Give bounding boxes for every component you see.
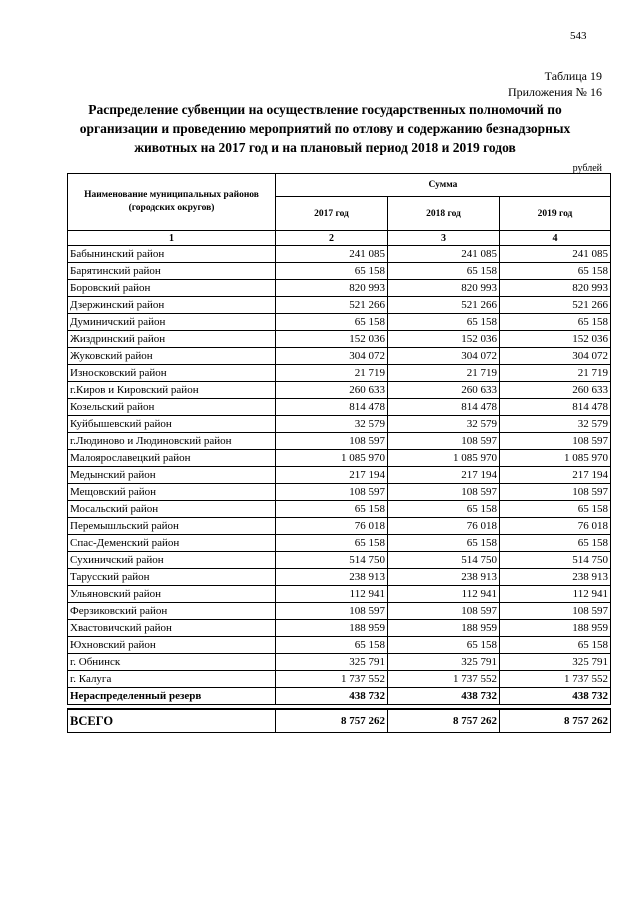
- page-number: 543: [570, 30, 587, 42]
- amount-2018: 21 719: [388, 365, 500, 382]
- municipality-name: г. Калуга: [68, 671, 276, 688]
- amount-2018: 76 018: [388, 518, 500, 535]
- table-row: [68, 586, 611, 603]
- reserve-value-2019: 438 732: [500, 688, 611, 705]
- header-municipality: Наименование муниципальных районов (городских округов): [68, 174, 276, 231]
- table-row: [68, 484, 611, 501]
- municipality-name: Хвастовичский район: [68, 620, 276, 637]
- amount-2017: 304 072: [276, 348, 388, 365]
- municipality-name: г. Обнинск: [68, 654, 276, 671]
- amount-2017: 820 993: [276, 280, 388, 297]
- total-value-2017: 8 757 262: [276, 709, 388, 733]
- amount-2017: 814 478: [276, 399, 388, 416]
- total-value-2018: 8 757 262: [388, 709, 500, 733]
- subsidy-table: [67, 173, 611, 733]
- amount-2017: 65 158: [276, 501, 388, 518]
- table-row: [68, 603, 611, 620]
- municipality-name: Малоярославецкий район: [68, 450, 276, 467]
- table-row: [68, 263, 611, 280]
- amount-2017: 108 597: [276, 433, 388, 450]
- table-row: [68, 416, 611, 433]
- amount-2017: 514 750: [276, 552, 388, 569]
- table-ref-line-1: Таблица 19: [544, 69, 602, 83]
- municipality-name: Тарусский район: [68, 569, 276, 586]
- municipality-name: Мосальский район: [68, 501, 276, 518]
- column-number: 2: [276, 231, 388, 246]
- amount-2018: 65 158: [388, 314, 500, 331]
- table-row: [68, 297, 611, 314]
- reserve-value-2017: 438 732: [276, 688, 388, 705]
- table-row: [68, 535, 611, 552]
- amount-2017: 108 597: [276, 484, 388, 501]
- amount-2018: 65 158: [388, 535, 500, 552]
- amount-2018: 1 085 970: [388, 450, 500, 467]
- table-row: [68, 501, 611, 518]
- table-reference: [508, 68, 602, 100]
- amount-2018: 820 993: [388, 280, 500, 297]
- municipality-name: Спас-Деменский район: [68, 535, 276, 552]
- amount-2018: 32 579: [388, 416, 500, 433]
- amount-2018: 814 478: [388, 399, 500, 416]
- table-footer: [68, 688, 611, 733]
- amount-2019: 65 158: [500, 314, 611, 331]
- header-sum: Сумма: [276, 174, 611, 197]
- amount-2019: 820 993: [500, 280, 611, 297]
- document-title: Распределение субвенции на осуществление государственных полномочий по организации и проведению мероприятий по отлову и содержанию безнадзорных животных на 2017 год и на плановый период 2018 и 2019 годов: [79, 102, 571, 155]
- table-row: [68, 569, 611, 586]
- municipality-name: Юхновский район: [68, 637, 276, 654]
- amount-2017: 1 737 552: [276, 671, 388, 688]
- amount-2018: 325 791: [388, 654, 500, 671]
- municipality-name: Козельский район: [68, 399, 276, 416]
- amount-2018: 514 750: [388, 552, 500, 569]
- reserve-name: Нераспределенный резерв: [68, 688, 276, 705]
- municipality-name: Дзержинский район: [68, 297, 276, 314]
- amount-2017: 325 791: [276, 654, 388, 671]
- header-year-2019: 2019 год: [500, 197, 611, 231]
- amount-2019: 108 597: [500, 603, 611, 620]
- amount-2019: 65 158: [500, 263, 611, 280]
- header-year-2018: 2018 год: [388, 197, 500, 231]
- amount-2017: 65 158: [276, 263, 388, 280]
- amount-2018: 65 158: [388, 637, 500, 654]
- amount-2019: 1 085 970: [500, 450, 611, 467]
- amount-2019: 238 913: [500, 569, 611, 586]
- amount-2017: 76 018: [276, 518, 388, 535]
- municipality-name: г.Киров и Кировский район: [68, 382, 276, 399]
- municipality-name: Ульяновский район: [68, 586, 276, 603]
- column-number: 1: [68, 231, 276, 246]
- amount-2019: 65 158: [500, 535, 611, 552]
- table-row: [68, 552, 611, 569]
- amount-2017: 65 158: [276, 535, 388, 552]
- amount-2019: 32 579: [500, 416, 611, 433]
- amount-2018: 238 913: [388, 569, 500, 586]
- amount-2019: 514 750: [500, 552, 611, 569]
- amount-2019: 814 478: [500, 399, 611, 416]
- table-row: [68, 314, 611, 331]
- municipality-name: г.Людиново и Людиновский район: [68, 433, 276, 450]
- table-row: [68, 348, 611, 365]
- amount-2019: 217 194: [500, 467, 611, 484]
- reserve-value-2018: 438 732: [388, 688, 500, 705]
- amount-2019: 108 597: [500, 433, 611, 450]
- table-row: [68, 450, 611, 467]
- units-label: рублей: [572, 163, 602, 174]
- table-body: [68, 246, 611, 688]
- amount-2019: 241 085: [500, 246, 611, 263]
- table-ref-line-2: Приложения № 16: [507, 85, 602, 99]
- municipality-name: Думиничский район: [68, 314, 276, 331]
- amount-2017: 238 913: [276, 569, 388, 586]
- amount-2019: 112 941: [500, 586, 611, 603]
- amount-2018: 1 737 552: [388, 671, 500, 688]
- amount-2018: 65 158: [388, 263, 500, 280]
- municipality-name: Боровский район: [68, 280, 276, 297]
- table-row: [68, 246, 611, 263]
- amount-2018: 112 941: [388, 586, 500, 603]
- amount-2017: 241 085: [276, 246, 388, 263]
- amount-2019: 1 737 552: [500, 671, 611, 688]
- municipality-name: Бабынинский район: [68, 246, 276, 263]
- table-row: [68, 620, 611, 637]
- amount-2018: 108 597: [388, 484, 500, 501]
- amount-2018: 260 633: [388, 382, 500, 399]
- total-value-2019: 8 757 262: [500, 709, 611, 733]
- table-row: [68, 365, 611, 382]
- amount-2018: 217 194: [388, 467, 500, 484]
- header-year-2017: 2017 год: [276, 197, 388, 231]
- amount-2019: 304 072: [500, 348, 611, 365]
- amount-2017: 65 158: [276, 637, 388, 654]
- amount-2019: 21 719: [500, 365, 611, 382]
- amount-2018: 304 072: [388, 348, 500, 365]
- amount-2019: 65 158: [500, 637, 611, 654]
- amount-2017: 217 194: [276, 467, 388, 484]
- column-number: 3: [388, 231, 500, 246]
- amount-2019: 521 266: [500, 297, 611, 314]
- amount-2017: 21 719: [276, 365, 388, 382]
- table-row: [68, 518, 611, 535]
- table-row: [68, 467, 611, 484]
- table-row: [68, 654, 611, 671]
- amount-2018: 65 158: [388, 501, 500, 518]
- table-row: [68, 433, 611, 450]
- amount-2019: 76 018: [500, 518, 611, 535]
- municipality-name: Ферзиковский район: [68, 603, 276, 620]
- amount-2019: 152 036: [500, 331, 611, 348]
- total-name: ВСЕГО: [68, 709, 276, 733]
- municipality-name: Перемышльский район: [68, 518, 276, 535]
- column-number: 4: [500, 231, 611, 246]
- table-row: [68, 382, 611, 399]
- amount-2017: 32 579: [276, 416, 388, 433]
- amount-2017: 108 597: [276, 603, 388, 620]
- municipality-name: Куйбышевский район: [68, 416, 276, 433]
- amount-2019: 65 158: [500, 501, 611, 518]
- municipality-name: Жиздринский район: [68, 331, 276, 348]
- amount-2017: 112 941: [276, 586, 388, 603]
- amount-2018: 108 597: [388, 433, 500, 450]
- municipality-name: Мещовский район: [68, 484, 276, 501]
- amount-2019: 260 633: [500, 382, 611, 399]
- municipality-name: Медынский район: [68, 467, 276, 484]
- amount-2017: 260 633: [276, 382, 388, 399]
- amount-2017: 65 158: [276, 314, 388, 331]
- amount-2017: 1 085 970: [276, 450, 388, 467]
- table-row: [68, 280, 611, 297]
- table-row: [68, 637, 611, 654]
- amount-2019: 325 791: [500, 654, 611, 671]
- table-row: [68, 399, 611, 416]
- amount-2019: 108 597: [500, 484, 611, 501]
- amount-2018: 108 597: [388, 603, 500, 620]
- amount-2017: 152 036: [276, 331, 388, 348]
- amount-2018: 152 036: [388, 331, 500, 348]
- amount-2019: 188 959: [500, 620, 611, 637]
- column-numbers-row: [68, 231, 611, 246]
- table-row: [68, 331, 611, 348]
- table-row: [68, 671, 611, 688]
- amount-2018: 521 266: [388, 297, 500, 314]
- total-row: [68, 709, 611, 733]
- amount-2018: 241 085: [388, 246, 500, 263]
- reserve-row: [68, 688, 611, 705]
- amount-2017: 188 959: [276, 620, 388, 637]
- amount-2017: 521 266: [276, 297, 388, 314]
- amount-2018: 188 959: [388, 620, 500, 637]
- municipality-name: Износковский район: [68, 365, 276, 382]
- municipality-name: Барятинский район: [68, 263, 276, 280]
- municipality-name: Сухиничский район: [68, 552, 276, 569]
- municipality-name: Жуковский район: [68, 348, 276, 365]
